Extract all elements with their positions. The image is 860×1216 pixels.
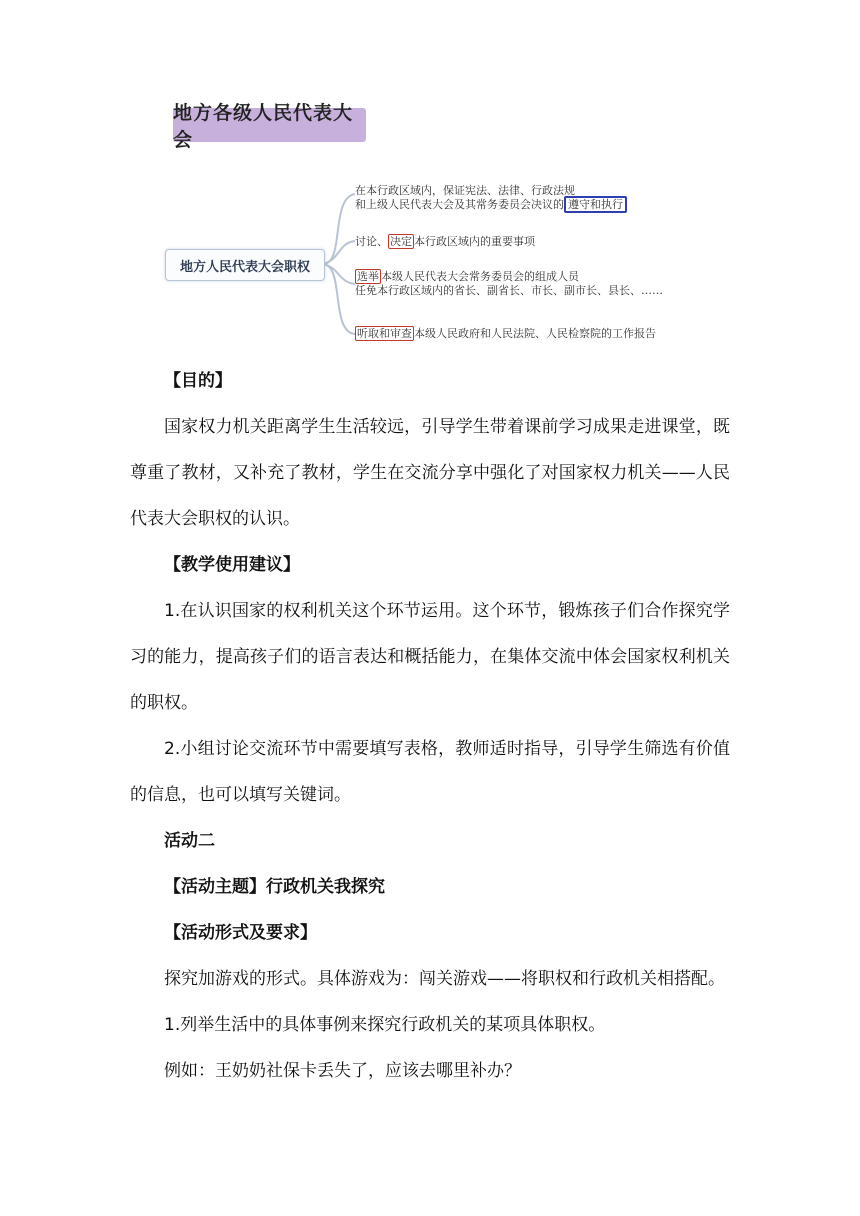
mind-map-figure bbox=[160, 100, 700, 350]
leaf-decide-prefix: 讨论、 bbox=[355, 235, 388, 248]
leaf-review-suffix: 本级人民政府和人民法院、人民检察院的工作报告 bbox=[414, 327, 656, 340]
highlight-box-red: 决定 bbox=[390, 235, 412, 248]
highlight-box-red: 听取和审查 bbox=[357, 327, 412, 340]
purpose-heading: 【目的】 bbox=[164, 371, 232, 391]
activity-form-heading: 【活动形式及要求】 bbox=[164, 923, 317, 943]
leaf-review bbox=[355, 327, 656, 341]
mind-map-root: 地方人民代表大会职权 bbox=[165, 249, 325, 281]
leaf-decide bbox=[355, 235, 535, 249]
highlight-box-blue: 遵守和执行 bbox=[564, 196, 627, 213]
highlight-box-red: 选举 bbox=[357, 270, 379, 283]
advice-item-2: 2.小组讨论交流环节中需要填写表格，教师适时指导，引导学生筛选有价值的信息，也可以填写关键词。 bbox=[130, 739, 730, 805]
activity-item-1: 1.列举生活中的具体事例来探究行政机关的某项具体职权。 bbox=[164, 1015, 606, 1035]
example-question: 例如：王奶奶社保卡丢失了，应该去哪里补办？ bbox=[164, 1061, 521, 1081]
activity-form-text: 探究加游戏的形式。具体游戏为：闯关游戏——将职权和行政机关相搭配。 bbox=[164, 969, 725, 989]
leaf-supervise-line2 bbox=[355, 198, 627, 212]
leaf-elect-line2: 任免本行政区域内的省长、副省长、市长、副市长、县长、…… bbox=[355, 284, 663, 297]
purpose-paragraph: 国家权力机关距离学生生活较远，引导学生带着课前学习成果走进课堂，既尊重了教材，又补充了教材，学生在交流分享中强化了对国家权力机关——人民代表大会职权的认识。 bbox=[130, 417, 730, 529]
activity-theme: 【活动主题】行政机关我探究 bbox=[164, 877, 385, 897]
leaf-elect-line1 bbox=[355, 270, 663, 284]
advice-heading: 【教学使用建议】 bbox=[164, 555, 300, 575]
leaf-supervise-line2-text: 和上级人民代表大会及其常务委员会决议的 bbox=[355, 198, 564, 211]
leaf-elect bbox=[355, 270, 663, 298]
leaf-supervise-line1: 在本行政区域内，保证宪法、法律、行政法规 bbox=[355, 184, 575, 197]
leaf-supervise bbox=[355, 184, 627, 212]
mind-map-branches bbox=[160, 100, 700, 350]
activity-title: 活动二 bbox=[164, 831, 215, 851]
leaf-decide-suffix: 本行政区域内的重要事项 bbox=[414, 235, 535, 248]
leaf-elect-suffix: 本级人民代表大会常务委员会的组成人员 bbox=[381, 270, 579, 283]
advice-item-1: 1.在认识国家的权利机关这个环节运用。这个环节，锻炼孩子们合作探究学习的能力，提高孩子们的语言表达和概括能力，在集体交流中体会国家权利机关的职权。 bbox=[130, 601, 730, 713]
figure-title: 地方各级人民代表大会 bbox=[173, 108, 366, 142]
